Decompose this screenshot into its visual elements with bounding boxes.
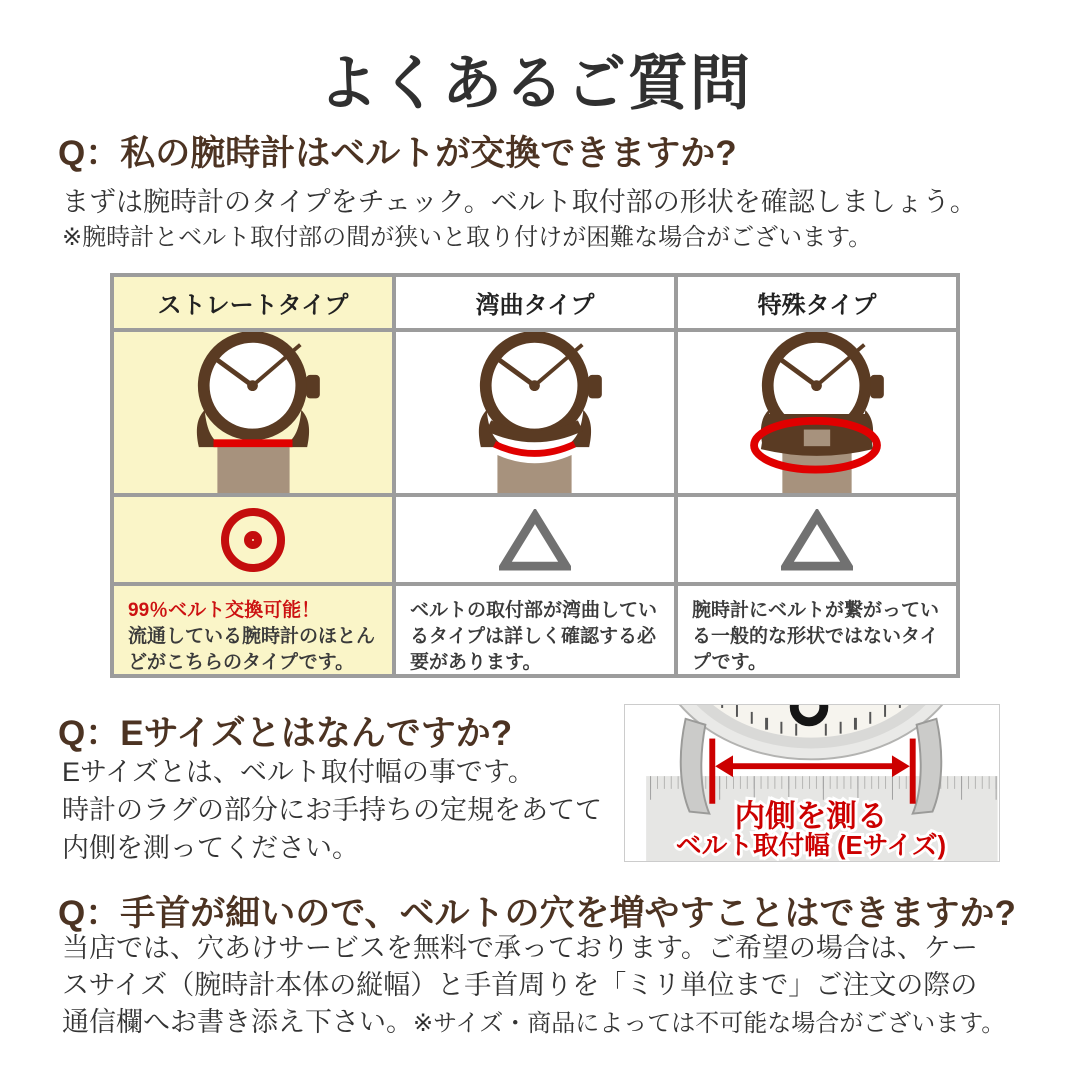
question-1-heading: Q：私の腕時計はベルトが交換できますか?: [58, 134, 737, 173]
special-type-rating-cell: [678, 497, 956, 582]
special-type-description-text: 腕時計にベルトが繋がっている一般的な形状ではないタイプです。: [692, 600, 940, 673]
e-size-figure-graphic: [625, 705, 999, 861]
answer-line-main: 通信欄へお書き添え下さい。: [62, 1007, 413, 1037]
straight-type-rating-cell: [114, 497, 392, 582]
straight-type-description-text: 流通している腕時計のほとんどがこちらのタイプです。: [128, 626, 376, 673]
answer-line: [62, 1004, 1005, 1042]
curved-type-description: [396, 586, 674, 674]
straight-type-highlight-text: 99％ベルト交換可能！: [128, 600, 321, 621]
curved-type-watch-cell: [396, 332, 674, 493]
question-1-note: ※腕時計とベルト取付部の間が狭いと取り付けが困難な場合がございます。: [62, 224, 873, 251]
curved-type-rating-cell: [396, 497, 674, 582]
answer-line: スサイズ（腕時計本体の縦幅）と手首周りを「ミリ単位まで」ご注文の際の: [62, 970, 978, 1000]
special-type-description: [678, 586, 956, 674]
answer-line: 内側を測ってください。: [62, 833, 359, 863]
figure-label-belt-width: ベルト取付幅 (Eサイズ): [675, 832, 947, 861]
question-1-intro: まずは腕時計のタイプをチェック。ベルト取付部の形状を確認しましょう。: [62, 187, 977, 217]
table-header-straight-type: ストレートタイプ: [114, 277, 392, 328]
table-header-curved-type: 湾曲タイプ: [396, 277, 674, 328]
question-2-heading: Q：Eサイズとはなんですか?: [58, 714, 513, 753]
triangle-icon: [499, 509, 571, 571]
special-type-watch-illustration: [678, 332, 956, 493]
straight-type-watch-illustration: [114, 332, 392, 493]
answer-line: 時計のラグの部分にお手持ちの定規をあてて: [62, 795, 602, 825]
curved-type-description-text: ベルトの取付部が湾曲しているタイプは詳しく確認する必要があります。: [410, 600, 658, 673]
double-circle-icon: [221, 508, 285, 572]
special-type-watch-cell: [678, 332, 956, 493]
answer-line: Eサイズとは、ベルト取付幅の事です。: [62, 757, 535, 787]
question-2-answer: [62, 753, 602, 867]
triangle-icon: [781, 509, 853, 571]
belt-type-table: [110, 273, 960, 678]
answer-line: 当店では、穴あけサービスを無料で承っております。ご希望の場合は、ケー: [62, 933, 978, 963]
curved-type-watch-illustration: [396, 332, 674, 493]
straight-type-description: [114, 586, 392, 674]
figure-label-measure-inside: 内側を測る: [734, 799, 888, 834]
e-size-measurement-figure: [624, 704, 1000, 862]
question-3-answer: [62, 930, 1005, 1042]
table-header-special-type: 特殊タイプ: [678, 277, 956, 328]
question-3-heading: Q：手首が細いので、ベルトの穴を増やすことはできますか?: [58, 894, 1016, 933]
page-title: よくあるご質問: [318, 50, 752, 117]
answer-line-note: ※サイズ・商品によっては不可能な場合がございます。: [413, 1010, 1006, 1037]
straight-type-watch-cell: [114, 332, 392, 493]
